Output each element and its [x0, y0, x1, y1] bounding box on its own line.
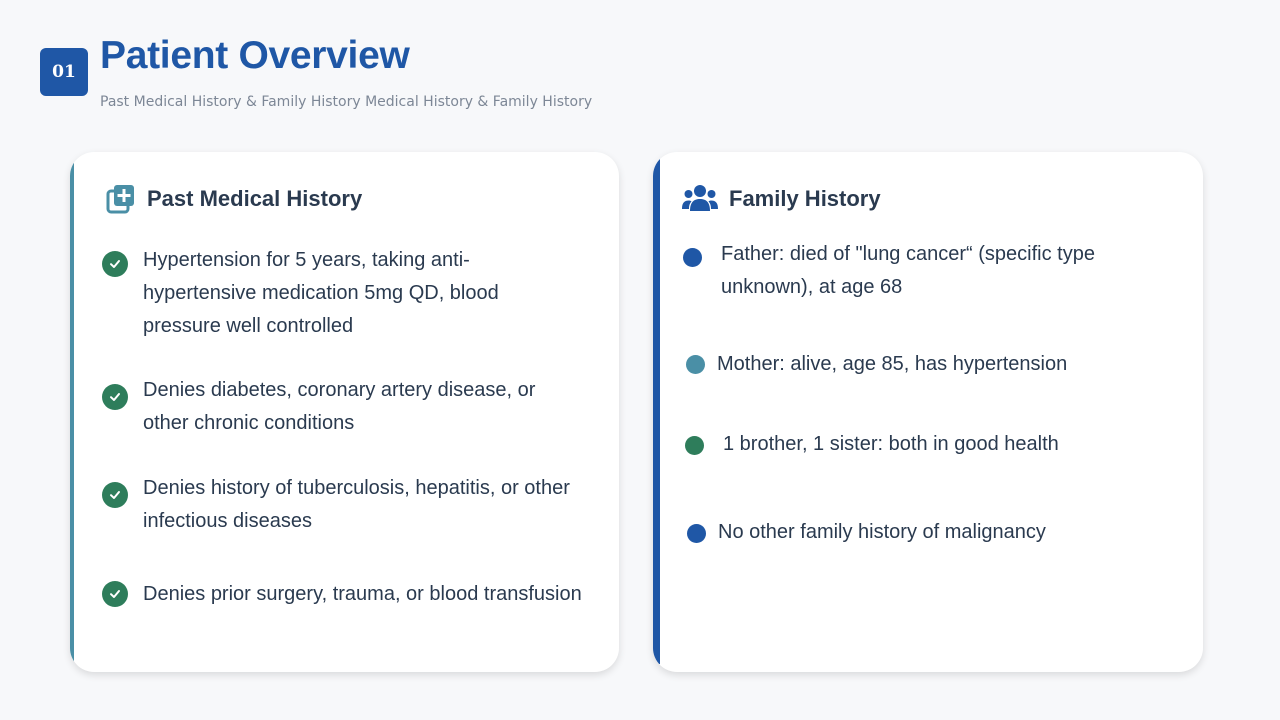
- list-item: [687, 516, 1177, 549]
- list-item: [102, 578, 582, 611]
- check-circle-icon: [102, 251, 128, 277]
- past-medical-history-card: [70, 152, 619, 672]
- bullet-dot-icon: [687, 524, 706, 543]
- list-item-text: No other family history of malignancy: [718, 521, 1046, 543]
- list-item: [685, 428, 1175, 461]
- card-header: [106, 184, 362, 214]
- list-item-text: Hypertension for 5 years, taking anti-hypertensive medication 5mg QD, blood pressure well controlled: [143, 249, 499, 337]
- bullet-dot-icon: [685, 436, 704, 455]
- list-item-text: Denies history of tuberculosis, hepatitis, or other infectious diseases: [143, 477, 570, 532]
- bullet-dot-icon: [686, 355, 705, 374]
- family-history-card: [653, 152, 1203, 672]
- medical-notes-icon: [106, 184, 136, 214]
- list-item-text: Denies prior surgery, trauma, or blood transfusion: [143, 583, 582, 605]
- list-item: [686, 348, 1176, 381]
- section-number-badge: 01: [40, 48, 88, 96]
- card-accent-bar: [653, 152, 660, 664]
- list-item: [102, 472, 582, 538]
- list-item-text: Father: died of "lung cancer“ (specific type unknown), at age 68: [721, 243, 1095, 298]
- check-circle-icon: [102, 581, 128, 607]
- list-item: [102, 244, 582, 343]
- card-accent-bar: [70, 152, 74, 672]
- list-item: [683, 238, 1173, 304]
- list-item: [102, 374, 582, 440]
- check-circle-icon: [102, 482, 128, 508]
- users-icon: [682, 184, 718, 214]
- page-title: Patient Overview: [100, 34, 410, 77]
- list-item-text: Mother: alive, age 85, has hypertension: [717, 353, 1068, 375]
- check-circle-icon: [102, 384, 128, 410]
- card-header: [682, 184, 881, 214]
- card-heading: Family History: [729, 186, 881, 211]
- list-item-text: 1 brother, 1 sister: both in good health: [723, 433, 1059, 455]
- list-item-text: Denies diabetes, coronary artery disease, or other chronic conditions: [143, 379, 536, 434]
- bullet-dot-icon: [683, 248, 702, 267]
- page-subtitle: Past Medical History & Family History Medical History & Family History: [100, 94, 593, 110]
- card-heading: Past Medical History: [147, 186, 363, 211]
